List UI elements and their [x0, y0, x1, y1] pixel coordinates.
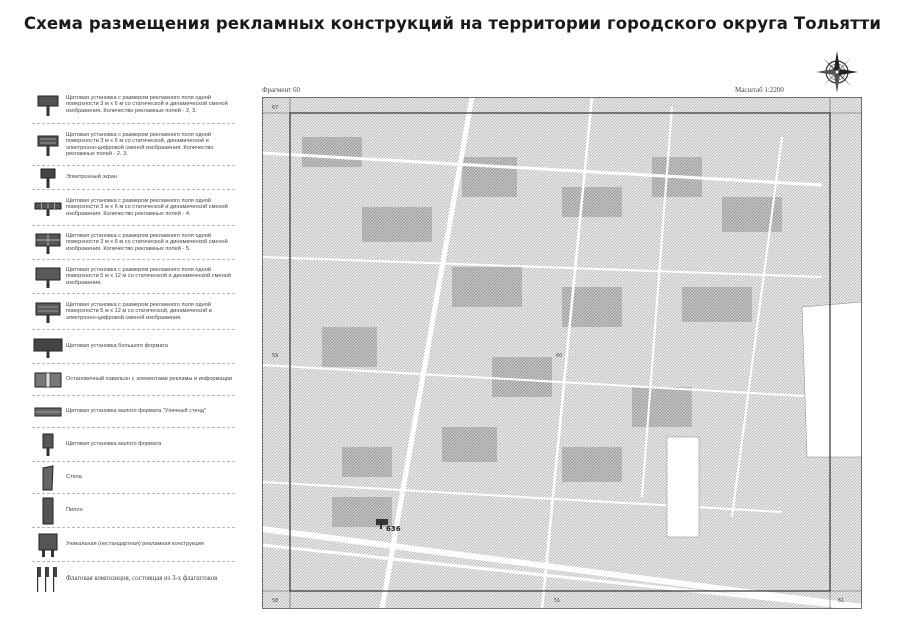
legend-label: Щитовая установка с размером рекламного поля одной поверхности 3 м х 6 м со статической и динамической сменой изображения. Количество рекламных полей - 5.	[66, 232, 228, 252]
legend-label: Щитовая установка с размером рекламного поля одной поверхности 3 м х 6 м со статической, динамической и электронно-цифровой сменой изображения. Количество рекламных полей - 2, 3.	[66, 131, 214, 157]
billboard-4-fields-icon	[34, 198, 62, 218]
grid-code-bottom-mid: 51	[554, 598, 561, 604]
legend-label: Электронный экран	[66, 174, 117, 181]
legend-label: Пилон	[66, 507, 83, 514]
legend-label: Щитовая установка с размером рекламного поля одной поверхности 3 м х 6 м со статической и динамической сменой изображения. Количество рекламных полей - 2, 3.	[66, 94, 228, 114]
legend	[32, 86, 235, 596]
pylon-icon	[38, 497, 58, 525]
legend-item	[32, 494, 235, 528]
billboard-3x6-digital-icon	[35, 132, 61, 158]
legend-label: Остановочный павильон с элементами рекламы и информации	[66, 376, 233, 383]
bus-stop-pavilion-icon	[33, 370, 63, 390]
legend-item	[32, 396, 235, 428]
electronic-screen-icon	[35, 167, 61, 189]
small-format-street-stand-icon	[33, 404, 63, 420]
page-title: Схема размещения рекламных конструкций на территории городского округа Тольятти	[23, 14, 882, 33]
stele-icon	[38, 465, 58, 491]
grid-code-mid-left: 59	[272, 353, 279, 359]
map-fragment[interactable]	[262, 97, 862, 609]
large-format-billboard-icon	[33, 335, 63, 359]
legend-item	[32, 226, 235, 260]
legend-label: Уникальная (нестандартная) рекламная конструкция	[66, 541, 204, 548]
flag-composition-icon	[35, 565, 61, 593]
legend-item	[32, 124, 235, 166]
scale-label: Масштаб 1:2200	[735, 86, 784, 94]
legend-item	[32, 190, 235, 226]
legend-label: Щитовая установка с размером рекламного поля одной поверхности 5 м х 12 м со статической, динамической и электронно-цифровой сменой изображения.	[66, 301, 212, 321]
fragment-label: Фрагмент 60	[262, 86, 301, 94]
legend-label: Щитовая установка большого формата	[66, 343, 168, 350]
marker-label: 636	[386, 525, 401, 533]
legend-item	[32, 562, 235, 596]
grid-code-bottom-right: 61	[838, 598, 845, 604]
legend-label: Стела	[66, 474, 82, 481]
compass-rose-icon	[815, 50, 859, 94]
legend-label: Щитовая установка малого формата	[66, 441, 162, 448]
small-format-billboard-icon	[38, 432, 58, 458]
billboard-5-fields-icon	[34, 231, 62, 255]
legend-item	[32, 294, 235, 330]
legend-label: Флаговая композиция, состоящая из 3-х флагштоков	[66, 575, 218, 582]
legend-item	[32, 260, 235, 294]
legend-item	[32, 428, 235, 462]
legend-item	[32, 330, 235, 364]
legend-item	[32, 528, 235, 562]
legend-item	[32, 166, 235, 190]
billboard-5x12-icon	[34, 265, 62, 289]
billboard-3x6-icon	[35, 92, 61, 118]
grid-code-center: 60	[556, 353, 563, 359]
billboard-5x12-digital-icon	[34, 300, 62, 324]
legend-label: Щитовая установка с размером рекламного поля одной поверхности 3 м х 6 м со статической и динамической сменой изображения. Количество рекламных полей - 4.	[66, 197, 228, 217]
unique-structure-icon	[36, 532, 60, 558]
legend-item	[32, 364, 235, 396]
grid-code-top-left: 67	[272, 105, 279, 111]
legend-item	[32, 86, 235, 124]
grid-code-bottom-left: 58	[272, 598, 279, 604]
legend-item	[32, 462, 235, 494]
legend-label: Щитовая установка малого формата "Уличный стенд"	[66, 408, 206, 415]
legend-label: Щитовая установка с размером рекламного поля одной поверхности 5 м х 12 м со статической и динамической сменой изображения.	[66, 266, 231, 286]
